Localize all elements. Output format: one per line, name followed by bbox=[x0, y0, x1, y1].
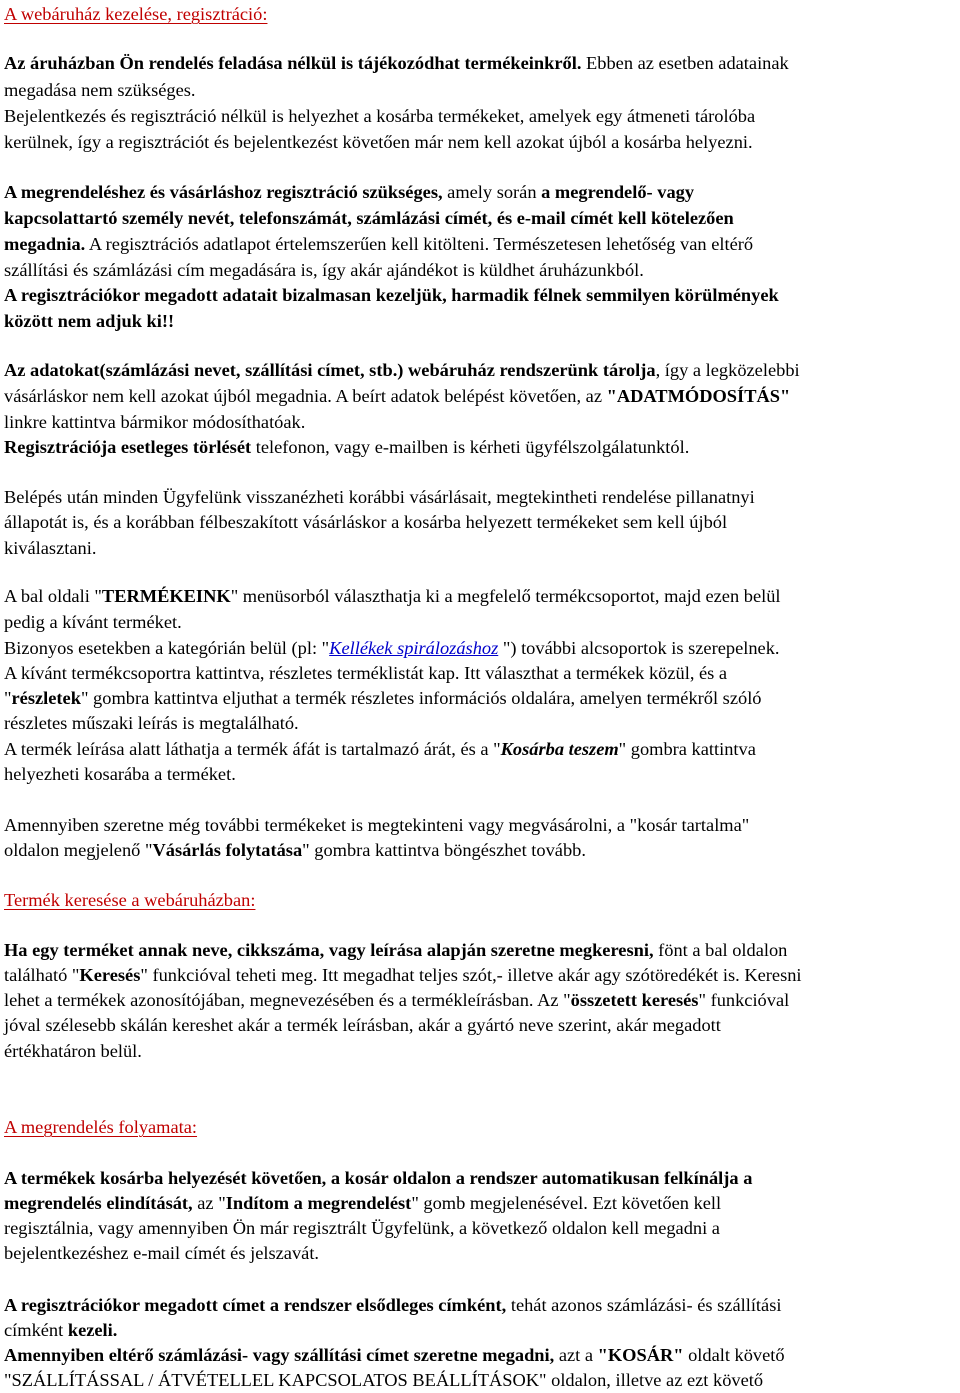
bold-text: Vásárlás folytatása bbox=[152, 840, 303, 860]
paragraph-line: Belépés után minden Ügyfelünk visszanézheti korábbi vásárlásait, megtekintheti rendelése pillanatnyi bbox=[4, 487, 755, 507]
text: amely során bbox=[442, 182, 542, 202]
paragraph-line: Amennyiben szeretne még további termékeket is megtekinteni vagy megvásárolni, a "kosár tartalma" bbox=[4, 815, 750, 835]
text: azt a bbox=[554, 1345, 598, 1365]
bold-text: megadnia. bbox=[4, 234, 86, 254]
paragraph-line: A kívánt termékcsoportra kattintva, részletes terméklistát kap. Itt választhat a termékek közül, és a bbox=[4, 663, 728, 683]
paragraph-line: értékhatáron belül. bbox=[4, 1041, 142, 1061]
paragraph-line: részletes műszaki leírás is megtalálható. bbox=[4, 713, 299, 733]
text: " gomb megjelenésével. Ezt követően kell bbox=[411, 1193, 722, 1213]
text: A bal oldali " bbox=[4, 586, 102, 606]
section-heading-registration: A webáruház kezelése, regisztráció: bbox=[4, 4, 268, 24]
paragraph-line bbox=[4, 1165, 752, 1191]
paragraph-line bbox=[4, 635, 780, 661]
bold-text: Ha egy terméket annak neve, cikkszáma, vagy leírása alapján szeretne megkeresni, bbox=[4, 940, 654, 960]
bold-text: kezeli. bbox=[67, 1320, 118, 1340]
text: " funkcióval teheti meg. Itt megadhat teljes szót,- illetve akár agy szótöredékét is. Keresni bbox=[140, 965, 802, 985]
paragraph-line: kerülnek, így a regisztrációt és bejelentkezést követően már nem kell azokat újból a kosárba helyezni. bbox=[4, 132, 753, 152]
paragraph-line bbox=[4, 962, 802, 988]
bold-text: Keresés bbox=[79, 965, 141, 985]
text: ") további alcsoportok is szerepelnek. bbox=[498, 638, 780, 658]
bold-text: Az adatokat(számlázási nevet, szállítási címet, stb.) webáruház rendszerünk tárolja bbox=[4, 360, 656, 380]
bold-text: Amennyiben eltérő számlázási- vagy szállítási címet szeretne megadni, bbox=[4, 1345, 555, 1365]
text: A termék leírása alatt láthatja a termék áfát is tartalmazó árát, és a " bbox=[4, 739, 501, 759]
paragraph-line: Bejelentkezés és regisztráció nélkül is helyezhet a kosárba termékeket, amelyek egy átmeneti tárolóba bbox=[4, 106, 756, 126]
text: A regisztrációs adatlapot értelemszerűen kell kitölteni. Természetesen lehetőség van eltérő bbox=[85, 234, 754, 254]
text: Bizonyos esetekben a kategórián belül (pl: " bbox=[4, 638, 330, 658]
bold-text: A regisztrációkor megadott adatait bizalmasan kezeljük, harmadik félnek semmilyen körülmények bbox=[4, 285, 779, 305]
bold-italic-text: Kosárba teszem bbox=[500, 739, 619, 759]
bold-text: összetett keresés bbox=[570, 990, 699, 1010]
bold-text: részletek bbox=[11, 688, 81, 708]
paragraph-line bbox=[4, 685, 762, 711]
paragraph-line bbox=[4, 357, 800, 383]
text: telefonon, vagy e-mailben is kérheti ügyfélszolgálatunktól. bbox=[251, 437, 690, 457]
paragraph-line: bejelentkezéshez e-mail címét és jelszavát. bbox=[4, 1243, 320, 1263]
paragraph-line bbox=[4, 736, 756, 762]
text: címként bbox=[4, 1320, 68, 1340]
paragraph-line bbox=[4, 383, 790, 409]
text: oldalt követő bbox=[683, 1345, 785, 1365]
paragraph-line bbox=[4, 231, 753, 257]
bold-text: Az áruházban Ön rendelés feladása nélkül is tájékozódhat termékeinkről. bbox=[4, 53, 582, 73]
paragraph-line bbox=[4, 205, 734, 231]
text: Ebben az esetben adatainak bbox=[581, 53, 789, 73]
section-heading-order-process: A megrendelés folyamata: bbox=[4, 1117, 198, 1137]
text: " funkcióval bbox=[698, 990, 790, 1010]
text: található " bbox=[4, 965, 80, 985]
text: lehet a termékek azonosítójában, megnevezésében és a termékleírásban. Az " bbox=[4, 990, 571, 1010]
paragraph-line bbox=[4, 1342, 785, 1368]
paragraph-line bbox=[4, 308, 174, 334]
paragraph-line bbox=[4, 1317, 117, 1343]
paragraph-line bbox=[4, 837, 586, 863]
text: fönt a bal oldalon bbox=[653, 940, 788, 960]
paragraph-line: megadása nem szükséges. bbox=[4, 80, 196, 100]
text: " gombra kattintva bbox=[618, 739, 756, 759]
paragraph-line bbox=[4, 50, 789, 76]
bold-text: Indítom a megrendelést bbox=[225, 1193, 412, 1213]
bold-text: A megrendeléshez és vásárláshoz regisztráció szükséges, bbox=[4, 182, 443, 202]
text: tehát azonos számlázási- és szállítási bbox=[506, 1295, 782, 1315]
text: az " bbox=[192, 1193, 226, 1213]
bold-text: között nem adjuk ki!! bbox=[4, 311, 175, 331]
bold-text: kapcsolattartó személy nevét, telefonszámát, számlázási címét, és e-mail címét kell kötelezően bbox=[4, 208, 734, 228]
text: vásárláskor nem kell azokat újból megadnia. A beírt adatok belépést követően, az bbox=[4, 386, 607, 406]
bold-text: megrendelés elindítását, bbox=[4, 1193, 193, 1213]
bold-text: A termékek kosárba helyezését követően, a kosár oldalon a rendszer automatikusan felkínálja a bbox=[4, 1168, 753, 1188]
paragraph-line bbox=[4, 937, 787, 963]
text: , így a legközelebbi bbox=[655, 360, 800, 380]
bold-text: TERMÉKEINK bbox=[101, 586, 231, 606]
paragraph-line bbox=[4, 1190, 721, 1216]
paragraph-line bbox=[4, 987, 789, 1013]
bold-text: a megrendelő- vagy bbox=[541, 182, 695, 202]
bold-text: A regisztrációkor megadott címet a rendszer elsődleges címként, bbox=[4, 1295, 507, 1315]
section-heading-search: Termék keresése a webáruházban: bbox=[4, 890, 256, 910]
bold-text: Regisztrációja esetleges törlését bbox=[4, 437, 252, 457]
paragraph-line: pedig a kívánt terméket. bbox=[4, 612, 182, 632]
text: oldalon megjelenő " bbox=[4, 840, 153, 860]
paragraph-line: jóval szélesebb skálán kereshet akár a termék leírásban, akár a gyártó neve szerint, akár megadott bbox=[4, 1015, 721, 1035]
bold-text: "KOSÁR" bbox=[597, 1345, 684, 1365]
paragraph-line: "SZÁLLÍTÁSSAL / ÁTVÉTELLEL KAPCSOLATOS BEÁLLÍTÁSOK" oldalon, illetve az ezt követő bbox=[4, 1370, 764, 1390]
text: " gombra kattintva böngészhet tovább. bbox=[302, 840, 586, 860]
paragraph-line: kiválasztani. bbox=[4, 538, 97, 558]
paragraph-line: linkre kattintva bármikor módosíthatóak. bbox=[4, 412, 306, 432]
text: " gombra kattintva eljuthat a termék részletes információs oldalára, amelyen termékről szóló bbox=[80, 688, 762, 708]
paragraph-line bbox=[4, 583, 781, 609]
category-link-kellekek-spiralozashoz[interactable]: Kellékek spirálozáshoz bbox=[329, 638, 499, 658]
bold-text: "ADATMÓDOSÍTÁS" bbox=[606, 386, 791, 406]
paragraph-line bbox=[4, 179, 694, 205]
paragraph-line bbox=[4, 434, 689, 460]
text: " menüsorból választhatja ki a megfelelő termékcsoportot, majd ezen belül bbox=[230, 586, 781, 606]
paragraph-line: állapotát is, és a korábban félbeszakított vásárláskor a kosárba helyezett termékeket sem kell újból bbox=[4, 512, 728, 532]
text: " bbox=[4, 688, 12, 708]
paragraph-line: szállítási és számlázási cím megadására is, így akár ajándékot is küldhet áruházunkból. bbox=[4, 260, 644, 280]
paragraph-line: helyezheti kosarába a terméket. bbox=[4, 764, 236, 784]
paragraph-line bbox=[4, 282, 779, 308]
paragraph-line bbox=[4, 1292, 781, 1318]
paragraph-line: regisztálnia, vagy amennyiben Ön már regisztrált Ügyfelünk, a következő oldalon kell megadni a bbox=[4, 1218, 720, 1238]
